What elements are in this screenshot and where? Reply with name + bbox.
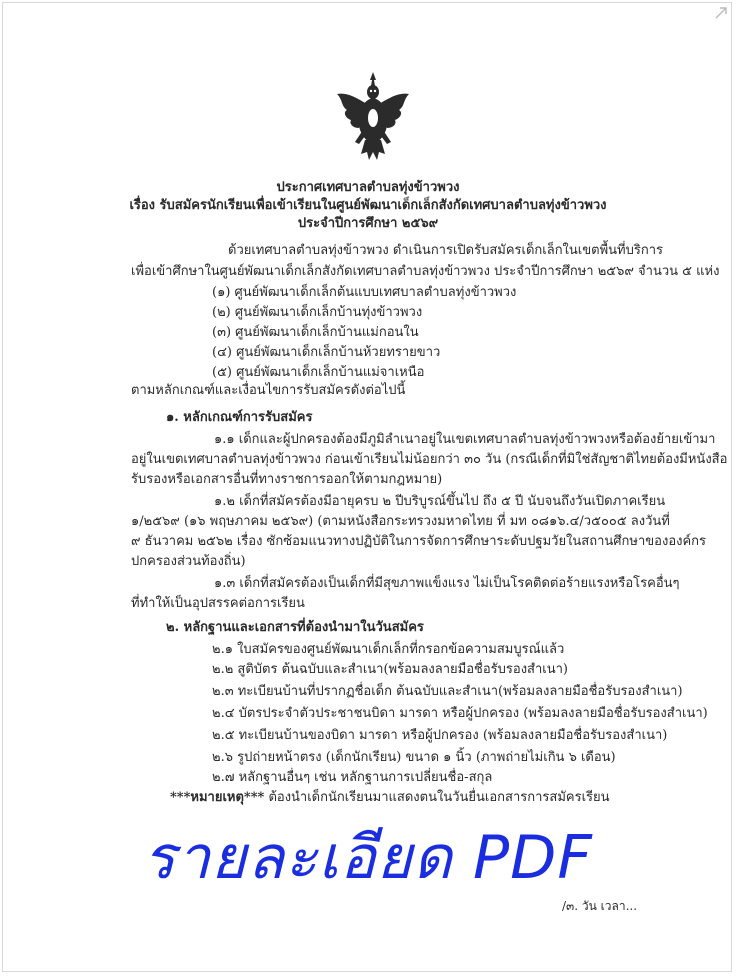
list-item: (๑) ศูนย์พัฒนาเด็กเล็กต้นแบบเทศบาลตำบลทุ่งข้าวพวง (212, 285, 517, 300)
note-text: ต้องนำเด็กนักเรียนมาแสดงตนในวันยื่นเอกสารการสมัครเรียน (264, 790, 610, 805)
paragraph-line: ๙ ธันวาคม ๒๕๖๒ เรื่อง ซักซ้อมแนวทางปฏิบัติในการจัดการศึกษาระดับปฐมวัยในสถานศึกษาขององค์กร (131, 534, 707, 549)
list-item: ๒.๖ รูปถ่ายหน้าตรง (เด็กนักเรียน) ขนาด ๑ นิ้ว (ภาพถ่ายไม่เกิน ๖ เดือน) (212, 750, 616, 765)
note-label: ***หมายเหตุ*** (170, 790, 265, 805)
section-heading: ๑. หลักเกณฑ์การรับสมัคร (166, 410, 313, 425)
paragraph-line: ๑.๑ เด็กและผู้ปกครองต้องมีภูมิลำเนาอยู่ในเขตเทศบาลตำบลทุ่งข้าวพวงหรือต้องย้ายเข้ามา (214, 432, 716, 447)
list-item: ๒.๑ ใบสมัครของศูนย์พัฒนาเด็กเล็กที่กรอกข้อความสมบูรณ์แล้ว (212, 642, 565, 657)
list-item: ๒.๗ หลักฐานอื่นๆ เช่น หลักฐานการเปลี่ยนชื่อ-สกุล (212, 770, 493, 785)
paragraph-line: อยู่ในเขตเทศบาลตำบลทุ่งข้าวพวง ก่อนเข้าเรียนไม่น้อยกว่า ๓๐ วัน (กรณีเด็กที่มิใช่สัญชาติไทยต้องมีหนังสือ (131, 452, 728, 467)
note-line (170, 790, 610, 806)
criteria-intro: ตามหลักเกณฑ์และเงื่อนไขการรับสมัครดังต่อไปนี้ (131, 383, 406, 398)
list-item: (๔) ศูนย์พัฒนาเด็กเล็กบ้านห้วยทรายขาว (212, 345, 441, 360)
section-heading: ๒. หลักฐานและเอกสารที่ต้องนำมาในวันสมัคร (166, 620, 424, 635)
list-item: ๒.๕ ทะเบียนบ้านของบิดา มารดา หรือผู้ปกครอง (พร้อมลงลายมือชื่อรับรองสำเนา) (212, 728, 668, 743)
continuation-marker: /๓. วัน เวลา... (562, 899, 638, 913)
paragraph-line: ที่ทำให้เป็นอุปสรรคต่อการเรียน (131, 596, 305, 611)
paragraph-line: ๑.๓ เด็กที่สมัครต้องเป็นเด็กที่มีสุขภาพแข็งแรง ไม่เป็นโรคติดต่อร้ายแรงหรือโรคอื่นๆ (214, 576, 680, 591)
list-item: ๒.๒ สูติบัตร ต้นฉบับและสำเนา(พร้อมลงลายมือชื่อรับรองสำเนา) (212, 662, 568, 677)
list-item: (๕) ศูนย์พัฒนาเด็กเล็กบ้านแม่จาเหนือ (212, 365, 425, 380)
academic-year-line: ประจำปีการศึกษา ๒๕๖๙ (297, 216, 439, 231)
paragraph-line: ปกครองส่วนท้องถิ่น) (131, 554, 246, 569)
list-item: ๒.๔ บัตรประจำตัวประชาชนบิดา มารดา หรือผู้ปกครอง (พร้อมลงลายมือชื่อรับรองสำเนา) (212, 706, 708, 721)
pdf-details-link[interactable]: รายละเอียด PDF (143, 823, 593, 893)
list-item: (๓) ศูนย์พัฒนาเด็กเล็กบ้านแม่กอนใน (212, 325, 419, 340)
garuda-emblem-icon (333, 70, 413, 162)
intro-paragraph: เพื่อเข้าศึกษาในศูนย์พัฒนาเด็กเล็กสังกัดเทศบาลตำบลทุ่งข้าวพวง ประจำปีการศึกษา ๒๕๖๙ จำนวน ๕ แห่ง (131, 264, 720, 279)
paragraph-line: ๑.๒ เด็กที่สมัครต้องมีอายุครบ ๒ ปีบริบูรณ์ขึ้นไป ถึง ๕ ปี นับจนถึงวันเปิดภาคเรียน (214, 494, 666, 509)
paragraph-line: ๑/๒๕๖๙ (๑๖ พฤษภาคม ๒๕๖๙) (ตามหนังสือกระทรวงมหาดไทย ที่ มท ๐๘๑๖.๔/ว๕๐๐๕ ลงวันที่ (131, 514, 670, 529)
intro-paragraph: ด้วยเทศบาลตำบลทุ่งข้าวพวง ดำเนินการเปิดรับสมัครเด็กเล็กในเขตพื้นที่บริการ (228, 243, 663, 258)
list-item: (๒) ศูนย์พัฒนาเด็กเล็กบ้านทุ่งข้าวพวง (212, 305, 423, 320)
paragraph-line: รับรองหรือเอกสารอื่นที่ทางราชการออกให้ตามกฎหมาย) (131, 472, 443, 487)
issuer-title: ประกาศเทศบาลตำบลทุ่งข้าวพวง (276, 180, 460, 195)
list-item: ๒.๓ ทะเบียนบ้านที่ปรากฏชื่อเด็ก ต้นฉบับและสำเนา(พร้อมลงลายมือชื่อรับรองสำเนา) (212, 684, 683, 699)
subject-line: เรื่อง รับสมัครนักเรียนเพื่อเข้าเรียนในศูนย์พัฒนาเด็กเล็กสังกัดเทศบาลตำบลทุ่งข้าวพวง (129, 198, 607, 213)
